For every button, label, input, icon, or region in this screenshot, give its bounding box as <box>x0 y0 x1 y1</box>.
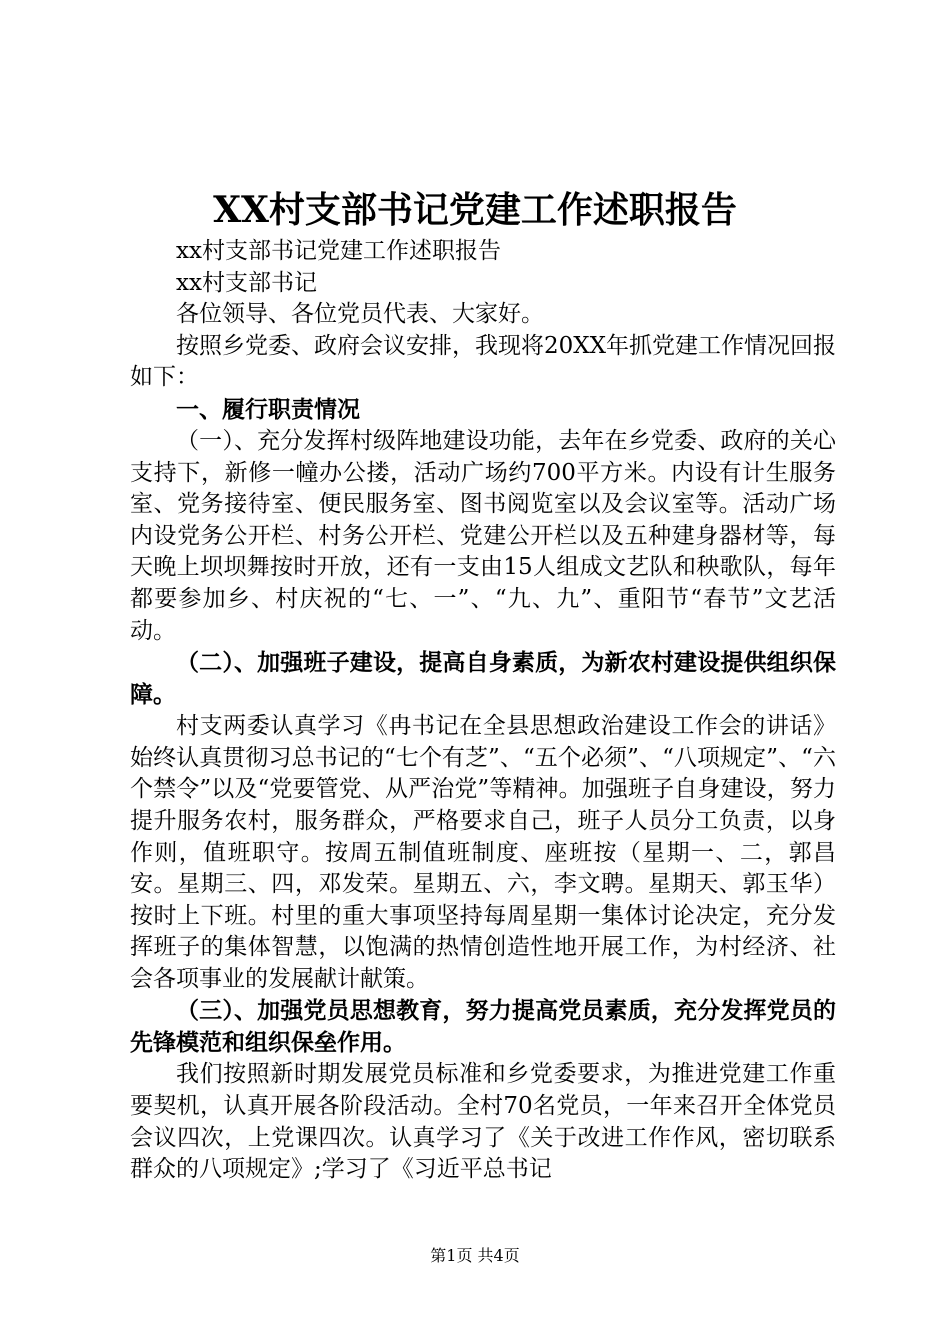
document-body <box>130 236 836 1186</box>
page-number-footer: 第1页 共4页 <box>430 1246 520 1265</box>
paragraph-heading-repeat: xx村支部书记党建工作述职报告 <box>176 238 501 264</box>
document-title: XX村支部书记党建工作述职报告 <box>213 189 737 231</box>
section-heading-1: 一、履行职责情况 <box>176 396 360 423</box>
paragraph-section-1-2: 村支两委认真学习《冉书记在全县思想政治建设工作会的讲话》始终认真贯彻习总书记的“七个有芝”、“五个必须”、“八项规定”、“六个禁令”以及“党要管党、从严治党”等精神。加强班子自身建设，努力提升服务农村，服务群众，严格要求自己，班子人员分工负责，以身作则，值班职守。按周五制值班制度、座班按（星期一、二，郭昌安。星期三、四，邓发荣。星期五、六，李文聘。星期天、郭玉华）按时上下班。村里的重大事项坚持每周星期一集体讨论决定，充分发挥班子的集体智慧，以饱满的热情创造性地开展工作，为村经济、社会各项事业的发展献计献策。 <box>130 713 836 992</box>
paragraph-intro: 按照乡党委、政府会议安排，我现将20XX年抓党建工作情况回报如下： <box>130 332 837 391</box>
paragraph-section-1-1: （一）、充分发挥村级阵地建设功能，去年在乡党委、政府的关心支持下，新修一幢办公搂，活动广场约700平方米。内设有计生服务室、党务接待室、便民服务室、图书阅览室以及会议室等。活动广场内设党务公开栏、村务公开栏、党建公开栏以及五种建身器材等，每天晚上坝坝舞按时开放，还有一支由15人组成文艺队和秧歌队，每年都要参加乡、村庆祝的“七、一”、“九、九”、重阳节“春节”文艺活动。 <box>130 427 836 644</box>
paragraph-salutation: 各位领导、各位党员代表、大家好。 <box>176 301 544 328</box>
section-heading-1-3: （三）、加强党员思想教育，努力提高党员素质，充分发挥党员的先锋模范和组织保垒作用。 <box>130 998 836 1057</box>
paragraph-author: xx村支部书记 <box>176 269 317 296</box>
paragraph-section-1-3: 我们按照新时期发展党员标准和乡党委要求，为推进党建工作重要契机，认真开展各阶段活动。全村70名党员，一年来召开全体党员会议四次，上党课四次。认真学习了《关于改进工作作风，密切联系群众的八项规定》;学习了《习近平总书记 <box>130 1061 836 1183</box>
section-heading-1-2: （二）、加强班子建设，提高自身素质，为新农村建设提供组织保障。 <box>130 650 836 709</box>
